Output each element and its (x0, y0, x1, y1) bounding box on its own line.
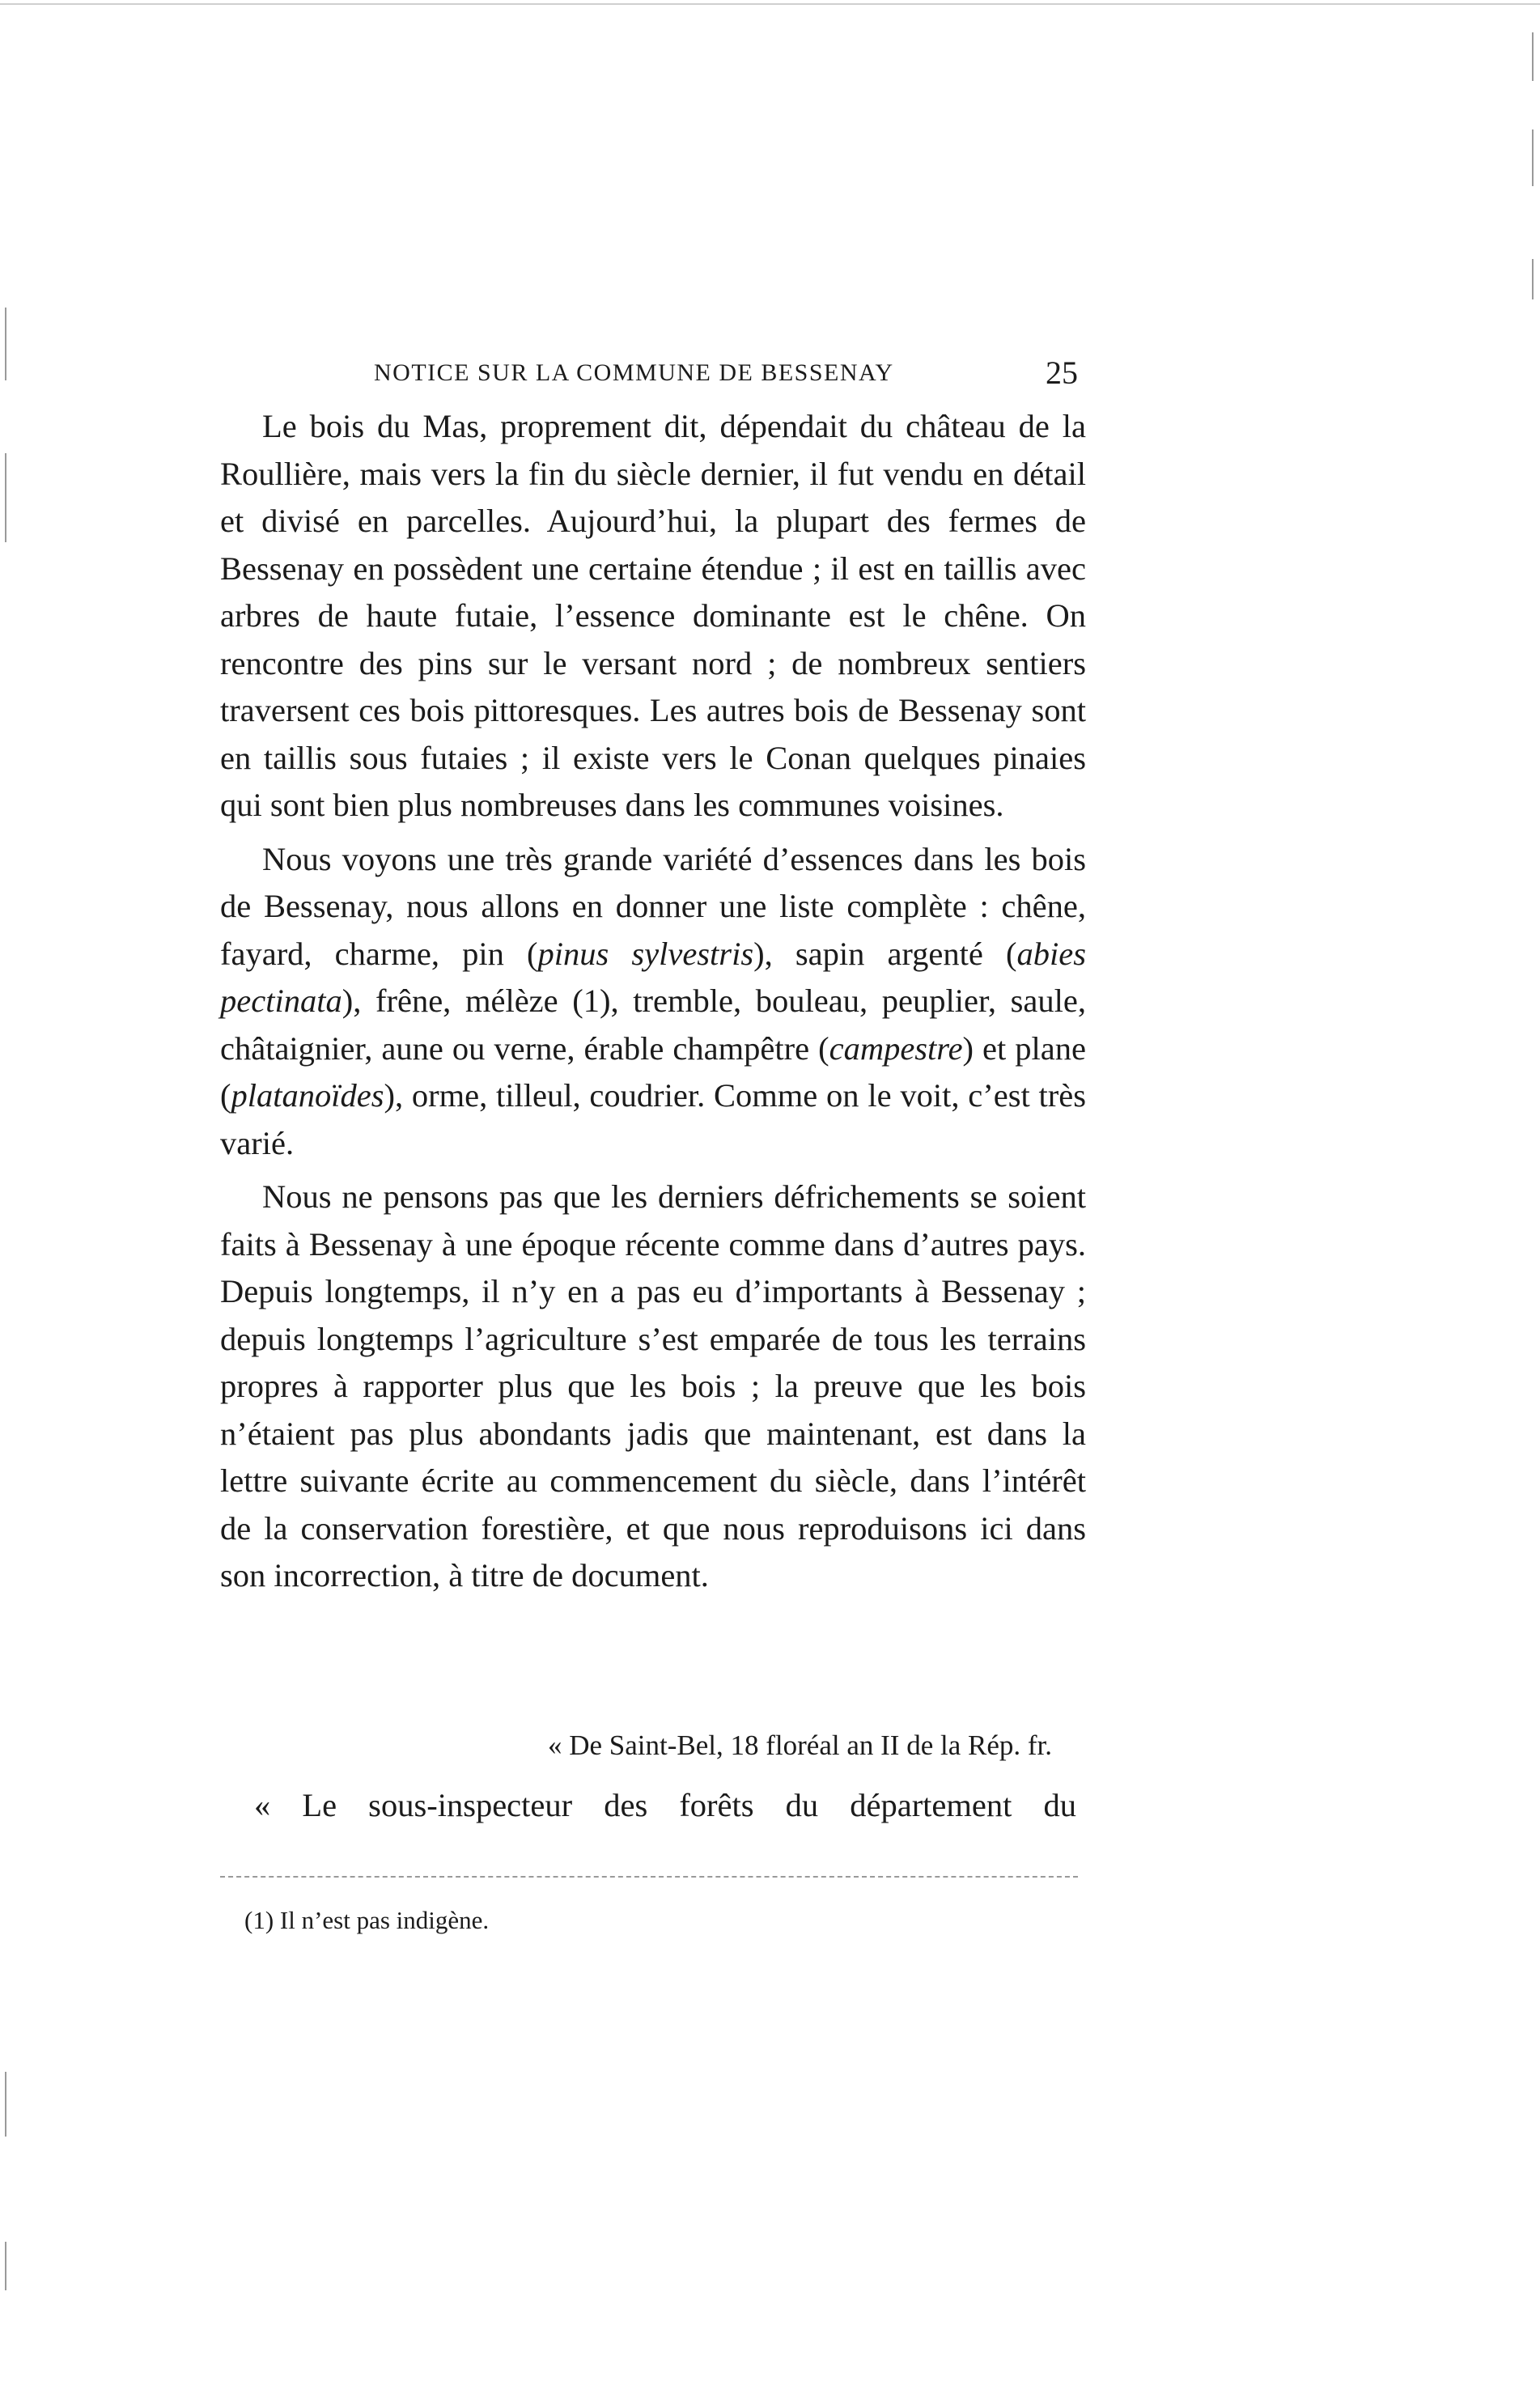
scan-edge-mark (1532, 259, 1534, 299)
latin-name-abies: abies pectinata (220, 935, 1086, 1019)
paragraph-2-text: Nous voyons une très grande variété d’essences dans les bois de Bessenay, nous allons en donner une liste complète : chêne, fayard, charme, pin ( (220, 840, 1086, 972)
scan-edge-mark (5, 308, 6, 380)
scan-edge-mark (1532, 129, 1534, 186)
body-text (220, 403, 1086, 1600)
paragraph-3: Nous ne pensons pas que les derniers défrichements se soient faits à Bessenay à une époque récente comme dans d’autres pays. Depuis longtemps, il n’y en a pas eu d’importants à Bessenay ; depuis longtemps l’agriculture s’est emparée de tous les terrains propres à rapporter plus que les bois ; la preuve que les bois n’étaient pas plus abondants jadis que maintenant, est dans la lettre suivante écrite au commencement du siècle, dans l’intérêt de la conservation forestière, et que nous reproduisons ici dans son incorrection, à titre de document. (220, 1178, 1086, 1594)
scan-edge-mark (5, 453, 6, 542)
letter-opening: « Le sous-inspecteur des forêts du département du (254, 1787, 1076, 1823)
paragraph-2 (220, 836, 1086, 1168)
letter-dateline: « De Saint-Bel, 18 floréal an II de la Rép. fr. (548, 1729, 1052, 1761)
paragraph-2-text: ), frêne, mélèze (1), tremble, bouleau, peuplier, saule, châtaignier, aune ou verne, érable champêtre ( (220, 982, 1086, 1067)
scan-edge-mark (5, 2072, 6, 2137)
scan-edge-mark (1532, 32, 1534, 81)
page-number: 25 (1046, 354, 1078, 391)
paragraph-2-text: ), sapin argenté ( (753, 935, 1017, 972)
footnote: (1) Il n’est pas indigène. (244, 1906, 490, 1934)
latin-name-platanoides: platanoïdes (231, 1077, 384, 1114)
page-top-edge (0, 3, 1540, 5)
paragraph-2-text: ), orme, tilleul, coudrier. Comme on le voit, c’est très varié. (220, 1077, 1086, 1161)
paragraph-2-text: ) et plane ( (220, 1029, 1087, 1114)
running-title: NOTICE SUR LA COMMUNE DE BESSENAY (374, 359, 894, 386)
running-header (374, 353, 1102, 393)
scan-edge-mark (5, 2242, 6, 2290)
footnote-rule (220, 1876, 1078, 1878)
latin-name-campestre: campestre (829, 1029, 963, 1067)
paragraph-1: Le bois du Mas, proprement dit, dépendait du château de la Roullière, mais vers la fin du siècle dernier, il fut vendu en détail et divisé en parcelles. Aujourd’hui, la plupart des fermes de Bessenay en possèdent une certaine étendue ; il est en taillis avec arbres de haute futaie, l’essence dominante est le chêne. On rencontre des pins sur le versant nord ; de nombreux sentiers traversent ces bois pittoresques. Les autres bois de Bessenay sont en taillis sous futaies ; il existe vers le Conan quelques pinaies qui sont bien plus nombreuses dans les communes voisines. (220, 408, 1086, 823)
latin-name-pinus: pinus sylvestris (537, 935, 754, 972)
